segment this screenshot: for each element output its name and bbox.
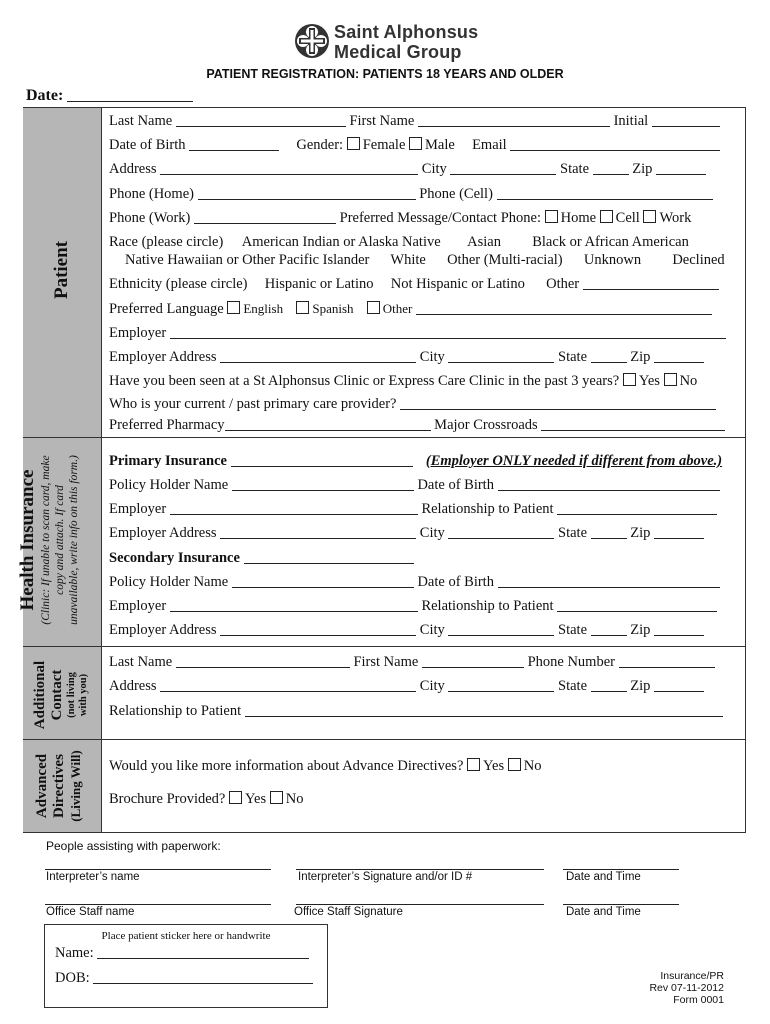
crossroads-field[interactable] [541, 418, 725, 431]
contact-address-field[interactable] [160, 679, 416, 692]
primary-emp-address-row [109, 524, 704, 542]
eth-other-label: Other [546, 276, 580, 292]
seen-question: Have you been seen at a St Alphonsus Clinic or Express Care Clinic in the past 3 years? [109, 373, 620, 389]
gender-label: Gender: [296, 137, 344, 153]
brand-line-1: Saint Alphonsus [334, 22, 479, 42]
primary-relationship-label: Relationship to Patient [421, 501, 554, 517]
advance-section-title [34, 736, 90, 836]
sticker-note: Place patient sticker here or handwrite [101, 930, 271, 942]
pcp-field[interactable] [400, 397, 716, 410]
phone-row [109, 185, 713, 203]
email-field[interactable] [510, 138, 720, 151]
date-row [26, 87, 193, 105]
insurance-title: Health Insurance [17, 469, 38, 611]
primary-city-field[interactable] [448, 526, 554, 539]
emp-zip-field[interactable] [654, 350, 704, 363]
contact-title-2: Contact [49, 669, 65, 721]
brochure-no-checkbox[interactable] [270, 791, 283, 804]
interpreter-name-label: Interpreter’s name [46, 871, 140, 883]
pref-contact-label: Preferred Message/Contact Phone: [339, 210, 541, 226]
brochure-label: Brochure Provided? [109, 791, 226, 807]
brochure-yes-checkbox[interactable] [229, 791, 242, 804]
contact-first-name-label: First Name [353, 654, 419, 670]
employer-row [109, 324, 726, 342]
phone-cell-label: Phone (Cell) [419, 186, 493, 202]
brochure-yes-label: Yes [245, 791, 267, 807]
divider-1 [23, 437, 746, 438]
secondary-emp-address-row [109, 621, 704, 639]
secondary-holder-field[interactable] [232, 575, 414, 588]
employer-note: (Employer ONLY needed if different from above.) [425, 453, 723, 469]
form-identifier [600, 970, 724, 1006]
pcp-row [109, 395, 716, 413]
address-field[interactable] [160, 162, 418, 175]
dob-label: Date of Birth [109, 137, 186, 153]
race-other[interactable]: Other (Multi-racial) [447, 252, 563, 268]
secondary-city-label: City [419, 622, 445, 638]
pref-home-label: Home [560, 210, 597, 226]
brochure-no-label: No [285, 791, 304, 807]
zip-field[interactable] [656, 162, 706, 175]
seen-row [109, 372, 697, 390]
advance-no-label: No [523, 758, 542, 774]
contact-city-label: City [419, 678, 445, 694]
contact-title-4: with you) [78, 673, 89, 717]
phone-work-field[interactable] [194, 211, 336, 224]
contact-relationship-row [109, 702, 723, 720]
primary-employer-row [109, 500, 717, 518]
lang-other-label: Other [382, 301, 413, 316]
race-unknown[interactable]: Unknown [583, 252, 642, 268]
contact-state-field[interactable] [591, 679, 627, 692]
employer-label: Employer [109, 325, 167, 341]
contact-relationship-label: Relationship to Patient [109, 703, 242, 719]
seen-yes-checkbox[interactable] [623, 373, 636, 386]
primary-holder-row [109, 476, 720, 494]
sticker-dob-field[interactable] [93, 971, 313, 984]
date-label: Date: [26, 87, 64, 104]
race-row-2 [125, 251, 725, 269]
staff-datetime-line[interactable] [563, 904, 679, 905]
patient-section-title: Patient [51, 240, 72, 300]
primary-employer-field[interactable] [170, 502, 418, 515]
address-row [109, 160, 706, 178]
primary-holder-field[interactable] [232, 478, 414, 491]
work-phone-row [109, 209, 691, 227]
contact-title-1: Additional [32, 660, 48, 730]
eth-not-hispanic[interactable]: Not Hispanic or Latino [390, 276, 525, 292]
secondary-relationship-field[interactable] [557, 599, 717, 612]
secondary-zip-label: Zip [630, 622, 651, 638]
lang-english-checkbox[interactable] [227, 301, 240, 314]
staff-name-label: Office Staff name [46, 906, 135, 918]
phone-cell-field[interactable] [497, 187, 713, 200]
contact-name-row [109, 653, 715, 671]
pharmacy-field[interactable] [225, 418, 431, 431]
saint-alphonsus-cross-logo-icon [294, 23, 330, 59]
last-name-label: Last Name [109, 113, 173, 129]
city-field[interactable] [450, 162, 556, 175]
secondary-emp-address-label: Employer Address [109, 622, 217, 638]
primary-insurance-label: Primary Insurance [109, 453, 227, 469]
staff-datetime-label: Date and Time [566, 906, 641, 918]
secondary-dob-label: Date of Birth [417, 574, 494, 590]
primary-emp-address-label: Employer Address [109, 525, 217, 541]
pharmacy-row [109, 416, 725, 434]
phone-work-label: Phone (Work) [109, 210, 191, 226]
staff-signature-line[interactable] [296, 904, 544, 905]
pcp-question: Who is your current / past primary care provider? [109, 396, 397, 412]
dob-gender-row [109, 136, 720, 154]
primary-state-label: State [558, 525, 588, 541]
assisting-label: People assisting with paperwork: [46, 839, 221, 853]
secondary-city-field[interactable] [448, 623, 554, 636]
insurance-section-title [17, 430, 107, 650]
divider-3 [23, 739, 746, 740]
ethnicity-label: Ethnicity (please circle) [109, 276, 248, 292]
emp-city-label: City [419, 349, 445, 365]
form-title: PATIENT REGISTRATION: PATIENTS 18 YEARS AND OLDER [206, 67, 564, 81]
advance-no-checkbox[interactable] [508, 758, 521, 771]
race-white[interactable]: White [390, 252, 426, 268]
secondary-dob-field[interactable] [498, 575, 720, 588]
lang-spanish-checkbox[interactable] [296, 301, 309, 314]
patient-sticker-box[interactable] [44, 924, 328, 1008]
employer-address-label: Employer Address [109, 349, 217, 365]
secondary-insurance-label: Secondary Insurance [109, 550, 240, 566]
contact-relationship-field[interactable] [245, 704, 723, 717]
language-row [109, 300, 712, 318]
address-label: Address [109, 161, 157, 177]
employer-field[interactable] [170, 326, 726, 339]
sticker-dob-row [55, 970, 313, 987]
email-label: Email [472, 137, 507, 153]
emp-state-field[interactable] [591, 350, 627, 363]
race-asian[interactable]: Asian [467, 234, 501, 250]
lang-spanish-label: Spanish [312, 301, 354, 316]
male-checkbox[interactable] [409, 137, 422, 150]
primary-holder-label: Policy Holder Name [109, 477, 229, 493]
secondary-state-field[interactable] [591, 623, 627, 636]
date-field[interactable] [67, 89, 193, 102]
staff-signature-label: Office Staff Signature [294, 906, 403, 918]
secondary-employer-field[interactable] [170, 599, 418, 612]
name-row [109, 112, 720, 130]
advance-title-2: Directives [51, 754, 67, 818]
sticker-dob-label: DOB: [55, 970, 90, 986]
interpreter-datetime-line[interactable] [563, 869, 679, 870]
secondary-insurance-field[interactable] [244, 551, 414, 564]
insurance-note-2: copy and attach. If card [54, 485, 66, 595]
seen-yes-label: Yes [638, 373, 660, 389]
primary-zip-label: Zip [630, 525, 651, 541]
female-label: Female [362, 137, 406, 153]
advance-question: Would you like more information about Advance Directives? [109, 758, 464, 774]
state-field[interactable] [593, 162, 629, 175]
secondary-emp-address-field[interactable] [220, 623, 416, 636]
secondary-zip-field[interactable] [654, 623, 704, 636]
last-name-field[interactable] [176, 114, 346, 127]
state-label: State [560, 161, 590, 177]
insurance-note-1: (Clinic: If unable to scan card, make [40, 455, 52, 625]
brand-line-2: Medical Group [334, 42, 462, 62]
lang-english-label: English [243, 301, 284, 316]
interpreter-signature-label: Interpreter’s Signature and/or ID # [298, 871, 473, 883]
contact-last-name-field[interactable] [176, 655, 350, 668]
pref-work-checkbox[interactable] [643, 210, 656, 223]
race-native-hawaiian[interactable]: Native Hawaiian or Other Pacific Islander [125, 252, 370, 268]
primary-insurance-field[interactable] [231, 454, 413, 467]
contact-address-label: Address [109, 678, 157, 694]
primary-dob-field[interactable] [498, 478, 720, 491]
contact-section-title [32, 643, 92, 747]
eth-hispanic[interactable]: Hispanic or Latino [264, 276, 374, 292]
seen-no-label: No [679, 373, 698, 389]
primary-employer-label: Employer [109, 501, 167, 517]
initial-label: Initial [613, 113, 649, 129]
primary-emp-address-field[interactable] [220, 526, 416, 539]
divider-2 [23, 646, 746, 647]
form-id-line-1: Insurance/PR [660, 970, 724, 982]
primary-dob-label: Date of Birth [417, 477, 494, 493]
seen-no-checkbox[interactable] [664, 373, 677, 386]
interpreter-datetime-label: Date and Time [566, 871, 641, 883]
secondary-relationship-label: Relationship to Patient [421, 598, 554, 614]
form-id-line-3: Form 0001 [673, 994, 724, 1006]
pharmacy-label: Preferred Pharmacy [109, 417, 225, 433]
secondary-holder-row [109, 573, 720, 591]
first-name-field[interactable] [418, 114, 610, 127]
contact-city-field[interactable] [448, 679, 554, 692]
contact-address-row [109, 677, 704, 695]
first-name-label: First Name [349, 113, 415, 129]
crossroads-label: Major Crossroads [434, 417, 538, 433]
primary-zip-field[interactable] [654, 526, 704, 539]
contact-first-name-field[interactable] [422, 655, 524, 668]
employer-address-field[interactable] [220, 350, 416, 363]
initial-field[interactable] [652, 114, 720, 127]
advance-yes-label: Yes [483, 758, 505, 774]
advance-question-row [109, 757, 541, 775]
dob-field[interactable] [189, 138, 279, 151]
pref-cell-label: Cell [615, 210, 640, 226]
phone-home-field[interactable] [198, 187, 416, 200]
city-label: City [421, 161, 447, 177]
staff-name-line[interactable] [45, 904, 271, 905]
advance-title-3: (Living Will) [68, 750, 83, 822]
sticker-name-label: Name: [55, 945, 94, 961]
secondary-insurance-row [109, 549, 414, 567]
secondary-employer-row [109, 597, 717, 615]
female-checkbox[interactable] [347, 137, 360, 150]
primary-relationship-field[interactable] [557, 502, 717, 515]
contact-state-label: State [558, 678, 588, 694]
male-label: Male [425, 137, 455, 153]
primary-state-field[interactable] [591, 526, 627, 539]
sticker-name-field[interactable] [97, 946, 309, 959]
race-american-indian[interactable]: American Indian or Alaska Native [241, 234, 441, 250]
lang-other-field[interactable] [416, 302, 712, 315]
interpreter-name-line[interactable] [45, 869, 271, 870]
employer-address-row [109, 348, 704, 366]
race-label: Race (please circle) [109, 234, 224, 250]
language-label: Preferred Language [109, 301, 224, 317]
emp-zip-label: Zip [630, 349, 651, 365]
emp-state-label: State [558, 349, 588, 365]
race-declined[interactable]: Declined [672, 252, 725, 268]
contact-zip-label: Zip [630, 678, 651, 694]
primary-city-label: City [419, 525, 445, 541]
contact-phone-field[interactable] [619, 655, 715, 668]
phone-home-label: Phone (Home) [109, 186, 194, 202]
sticker-name-row [55, 945, 309, 962]
secondary-holder-label: Policy Holder Name [109, 574, 229, 590]
race-row-1 [109, 233, 689, 251]
race-black[interactable]: Black or African American [532, 234, 689, 250]
pref-cell-checkbox[interactable] [600, 210, 613, 223]
contact-phone-label: Phone Number [527, 654, 615, 670]
emp-city-field[interactable] [448, 350, 554, 363]
contact-zip-field[interactable] [654, 679, 704, 692]
eth-other-field[interactable] [583, 277, 719, 290]
pref-home-checkbox[interactable] [545, 210, 558, 223]
contact-title-3: (not living [66, 672, 77, 718]
contact-last-name-label: Last Name [109, 654, 173, 670]
logo [294, 22, 484, 64]
primary-insurance-row [109, 452, 722, 470]
lang-other-checkbox[interactable] [367, 301, 380, 314]
advance-yes-checkbox[interactable] [467, 758, 480, 771]
interpreter-signature-line[interactable] [296, 869, 544, 870]
ethnicity-row [109, 275, 719, 293]
zip-label: Zip [632, 161, 653, 177]
advance-title-1: Advanced [34, 753, 50, 819]
pref-work-label: Work [659, 210, 692, 226]
brochure-row [109, 790, 303, 808]
secondary-state-label: State [558, 622, 588, 638]
insurance-note-3: unavailable, write info on this form.) [68, 455, 80, 625]
form-id-line-2: Rev 07-11-2012 [649, 982, 724, 994]
secondary-employer-label: Employer [109, 598, 167, 614]
